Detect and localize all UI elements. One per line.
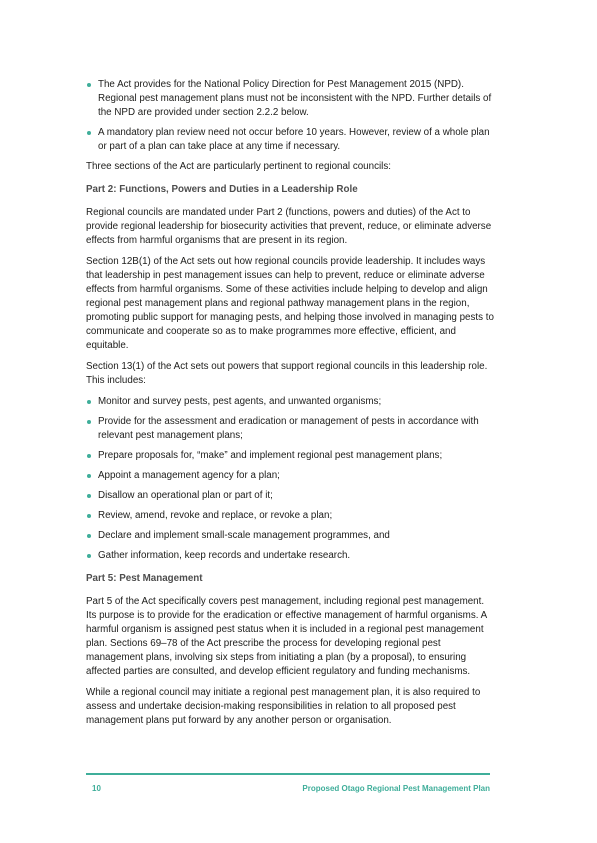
bullet-icon <box>87 420 91 424</box>
list-item: Prepare proposals for, “make” and implement regional pest management plans; <box>86 449 494 463</box>
paragraph: Part 5 of the Act specifically covers pest management, including regional pest management. Its purpose is to provide for the eradication or effective management of harmful organisms. A harmful organism is assigned pest status when it is included in a regional pest management plan. Sections 69–78 of the Act prescribe the process for developing regional pest management plans, involving six steps from initiating a plan (by a proposal), to ensuring affected parties are consulted, and develop efficient regulatory and funding mechanisms. <box>86 596 487 677</box>
list-item: Review, amend, revoke and replace, or revoke a plan; <box>86 509 494 523</box>
bullet-icon <box>87 534 91 538</box>
bullet-icon <box>87 131 91 135</box>
intro-paragraph: Three sections of the Act are particularly pertinent to regional councils: <box>86 161 391 172</box>
section-heading-part2: Part 2: Functions, Powers and Duties in a Leadership Role <box>86 184 358 195</box>
list-item: Provide for the assessment and eradication or management of pests in accordance with relevant pest management plans; <box>86 415 494 443</box>
document-body <box>86 76 494 735</box>
list-item: Monitor and survey pests, pest agents, and unwanted organisms; <box>86 395 494 409</box>
bullet-icon <box>87 514 91 518</box>
list-item: A mandatory plan review need not occur before 10 years. However, review of a whole plan or part of a plan can take place at any time if necessary. <box>86 126 494 154</box>
bullet-icon <box>87 454 91 458</box>
bullet-list-powers <box>86 395 494 563</box>
list-item: Appoint a management agency for a plan; <box>86 469 494 483</box>
paragraph: Section 13(1) of the Act sets out powers that support regional councils in this leadership role. This includes: <box>86 361 488 386</box>
bullet-icon <box>87 474 91 478</box>
paragraph: While a regional council may initiate a regional pest management plan, it is also required to assess and undertake decision-making responsibilities in relation to all proposed pest management plans put forward by any another person or organisation. <box>86 687 481 726</box>
bullet-icon <box>87 494 91 498</box>
list-item: The Act provides for the National Policy Direction for Pest Management 2015 (NPD). Regional pest management plans must not be inconsistent with the NPD. Further details of the NPD are provided under section 2.2.2 below. <box>86 78 494 120</box>
bullet-list-top <box>86 78 494 154</box>
paragraph: Section 12B(1) of the Act sets out how regional councils provide leadership. It includes ways that leadership in pest management issues can help to prevent, reduce or eliminate adverse effects from harmful organisms. Some of these activities include helping to develop and align regional pest management plans and regional pathway management plans in the region, promoting public support for managing pests, and helping those involved in managing pests to communicate and cooperate so as to make programmes more effective, efficient, and equitable. <box>86 256 494 351</box>
page-number: 10 <box>92 784 101 793</box>
bullet-icon <box>87 400 91 404</box>
paragraph: Regional councils are mandated under Part 2 (functions, powers and duties) of the Act to provide regional leadership for biosecurity activities that prevent, reduce, or eliminate adverse effects from harmful organisms that are present in its region. <box>86 207 492 246</box>
footer-divider <box>86 773 490 775</box>
bullet-icon <box>87 83 91 87</box>
list-item: Declare and implement small-scale management programmes, and <box>86 529 494 543</box>
list-item: Disallow an operational plan or part of it; <box>86 489 494 503</box>
footer-document-title: Proposed Otago Regional Pest Management Plan <box>302 784 490 793</box>
section-heading-part5: Part 5: Pest Management <box>86 573 203 584</box>
list-item: Gather information, keep records and undertake research. <box>86 549 494 563</box>
bullet-icon <box>87 554 91 558</box>
